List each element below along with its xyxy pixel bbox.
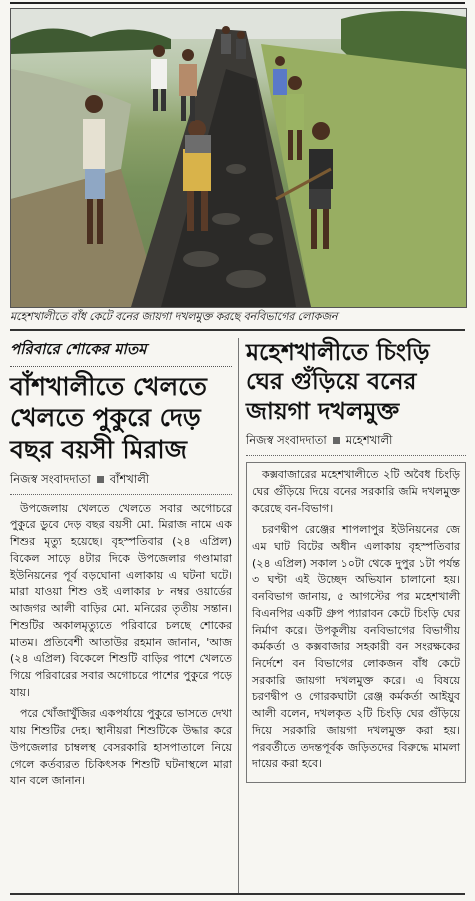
byline-place: মহেশখালী [345, 433, 393, 448]
byline-place: বাঁশখালী [109, 471, 150, 486]
bottom-rule [10, 893, 465, 895]
photo-illustration [11, 9, 466, 307]
article-byline [246, 430, 466, 456]
top-rule [10, 2, 465, 4]
caption-rule [10, 329, 465, 331]
article-headline: মহেশখালীতে চিংড়ি ঘের গুঁড়িয়ে বনের জায়গা দখলমুক্ত [246, 338, 430, 425]
article-body [246, 462, 466, 783]
square-bullet-icon [97, 476, 104, 483]
article-byline [10, 469, 232, 495]
article-paragraph: উপজেলায় খেলতে খেলতে সবার অগোচরে পুকুরে ডুবে দেড় বছর বয়সী মো. মিরাজ নামে এক শিশুর মৃত্যু হয়েছে। বৃহস্পতিবার (২৪ এপ্রিল) বিকেল সাড়ে ৪টার দিকে উপজেলার গণ্ডামারা ইউনিয়নের পূর্ব বড়ঘোনা এলাকায় এ ঘটনা ঘটে। মারা যাওয়া শিশু ওই এলাকার ৮ নম্বর ওয়ার্ডের আজগর আলী বাড়ির মো. মনিরের তৃতীয় সন্তান। শিশুটির অকালমৃত্যুতে পরিবারে চলছে শোকের মাতম। প্রতিবেশী আতাউর রহমান জানান, 'আজ (২৪ এপ্রিল) বিকেলে শিশুটি বাড়ির পাশে খেলতে গিয়ে পরিবারের সবার অগোচরে পাশের পুকুরে পড়ে যায়। [10, 501, 232, 699]
article-paragraph: চরণদ্বীপ রেঞ্জের শাপলাপুর ইউনিয়নের জে এম ঘাট বিটের অধীন এলাকায় বৃহস্পতিবার (২৪ এপ্রিল) সকাল ১০টা থেকে দুপুর ১টা পর্যন্ত ৩ ঘণ্টা এই উচ্ছেদ অভিযান চালানো হয়। বনবিভাগ জানায়, ৫ আগস্টের পর মহেশখালী বিএনপির একটি গ্রুপ প্যারাবন কেটে চিংড়ি ঘের নির্মাণ করে। উপকূলীয় বনবিভাগের বিভাগীয় কর্মকর্তা ও কক্সবাজার সহকারী বন সংরক্ষকের নির্দেশে বন বিভাগের লোকজন বাঁধ কেটে সরকারি জায়গা দখলমুক্ত করে। এ বিষয়ে চরণদ্বীপ ও গোরকঘাটা রেঞ্জ কর্মকর্তা আইয়ুব আলী বলেন, দখলকৃত ২টি চিংড়ি ঘের গুঁড়িয়ে দিয়ে সরকারি জায়গা দখলমুক্ত করা হয়। পরবর্তীতে তদন্তপূর্বক জড়িতদের বিরুদ্ধে মামলা দায়ের করা হবে। [252, 523, 460, 771]
byline-reporter: নিজস্ব সংবাদদাতা [10, 471, 91, 486]
article-kicker: পরিবারে শোকের মাতম [10, 338, 232, 367]
byline-reporter: নিজস্ব সংবাদদাতা [246, 433, 327, 448]
left-article [10, 338, 232, 795]
article-paragraph: কক্সবাজারের মহেশখালীতে ২টি অবৈধ চিংড়ি ঘের গুঁড়িয়ে দিয়ে বনের সরকারি জমি দখলমুক্ত করেছে বন-বিভাগ। [252, 468, 460, 515]
article-paragraph: পরে খোঁজাখুঁজির একপর্যায়ে পুকুরে ভাসতে দেখা যায় শিশুটির দেহ। স্থানীয়রা শিশুটিকে উদ্ধার করে উপজেলার চাম্বলস্থ বেসরকারি হাসপাতালে নিয়ে গেলে কর্তব্যরত চিকিৎসক শিশুটি ঘটনাস্থলে মারা যান বলে জানান। [10, 707, 232, 788]
square-bullet-icon [333, 437, 340, 444]
article-body [10, 501, 232, 790]
right-article [246, 338, 466, 783]
photo-caption: মহেশখালীতে বাঁধ কেটে বনের জায়গা দখলমুক্ত করছে বনবিভাগের লোকজন [10, 310, 338, 323]
article-headline: বাঁশখালীতে খেলতে খেলতে পুকুরে দেড় বছর বয়সী মিরাজ [10, 372, 207, 464]
news-photo [10, 8, 467, 308]
column-divider [238, 338, 239, 893]
